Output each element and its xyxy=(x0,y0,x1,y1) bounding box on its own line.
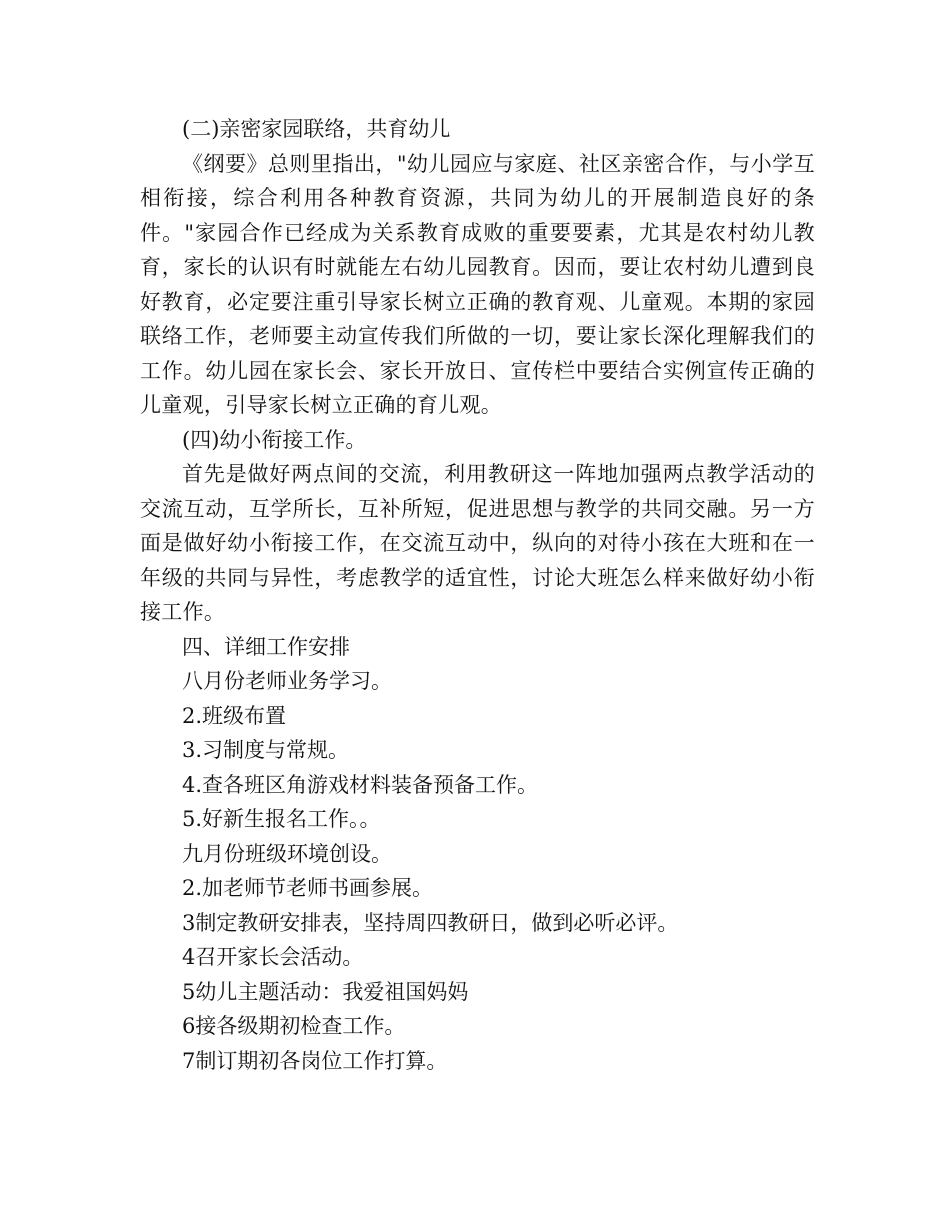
list-item: 7制订期初各岗位工作打算。 xyxy=(182,1048,448,1073)
list-item: 3.习制度与常规。 xyxy=(182,738,350,762)
list-item: 2.加老师节老师书画参展。 xyxy=(182,876,434,900)
section-heading-schedule: 四、详细工作安排 xyxy=(182,634,350,659)
list-item: 5幼儿主题活动：我爱祖国妈妈 xyxy=(182,979,469,1004)
list-item: 6接各级期初检查工作。 xyxy=(182,1014,406,1038)
paragraph-transition: 首先是做好两点间的交流，利用教研这一阵地加强两点教学活动的交流互动，互学所长，互补所短，促进思想与教学的共同交融。另一方面是做好幼小衔接工作，在交流互动中，纵向的对待小孩在大班和在一年级的共同与异性，考虑教学的适宜性，讨论大班怎么样来做好幼小衔接工作。 xyxy=(140,462,815,624)
list-item: 4.查各班区角游戏材料装备预备工作。 xyxy=(182,772,539,797)
list-item: 九月份班级环境创设。 xyxy=(182,841,392,866)
list-item: 3制定教研安排表，坚持周四教研日，做到必听必评。 xyxy=(182,910,679,935)
section-heading-home-school: (二)亲密家园联络，共育幼儿 xyxy=(182,117,451,141)
document-page xyxy=(140,112,815,1078)
list-item: 2.班级布置 xyxy=(182,703,287,728)
list-item: 5.好新生报名工作。。 xyxy=(182,807,381,831)
list-item: 八月份老师业务学习。 xyxy=(182,669,392,693)
paragraph-home-school: 《纲要》总则里指出，"幼儿园应与家庭、社区亲密合作，与小学互相衔接，综合利用各种教育资源，共同为幼儿的开展制造良好的条件。"家园合作已经成为关系教育成败的重要要素，尤其是农村幼儿教育，家长的认识有时就能左右幼儿园教育。因而，要让农村幼儿遭到良好教育，必定要注重引导家长树立正确的教育观、儿童观。本期的家园联络工作，老师要主动宣传我们所做的一切，要让家长深化理解我们的工作。幼儿园在家长会、家长开放日、宣传栏中要结合实例宣传正确的儿童观，引导家长树立正确的育儿观。 xyxy=(140,151,815,417)
list-item: 4召开家长会活动。 xyxy=(182,945,364,969)
section-heading-transition: (四)幼小衔接工作。 xyxy=(182,427,367,452)
